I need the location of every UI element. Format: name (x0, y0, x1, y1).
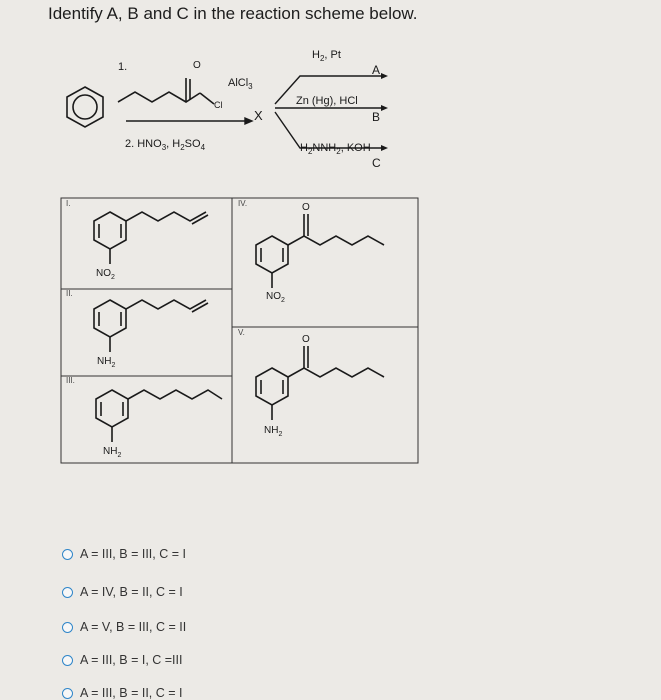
option-3[interactable] (62, 620, 186, 634)
structure-v-oxygen: O (302, 334, 310, 345)
radio-button-icon[interactable] (62, 655, 73, 666)
option-3-label: A = V, B = III, C = II (80, 620, 187, 634)
option-1[interactable] (62, 547, 186, 561)
radio-button-icon[interactable] (62, 587, 73, 598)
candidate-v-label: V. (238, 328, 245, 337)
option-2[interactable] (62, 585, 183, 599)
h2-pt-reagent: $H_2$, Pt (312, 49, 341, 63)
radio-button-icon[interactable] (62, 622, 73, 633)
option-5[interactable] (62, 686, 182, 700)
step1-label: 1. (118, 61, 128, 73)
structure-v-amino: $NH_2$ (264, 425, 283, 438)
structure-i (94, 212, 208, 264)
structure-iii-amino: $NH_2$ (103, 446, 122, 459)
radio-button-icon[interactable] (62, 688, 73, 699)
radio-button-icon[interactable] (62, 549, 73, 560)
option-4-label: A = III, B = I, C =III (80, 653, 183, 667)
intermediate-x: X (254, 108, 263, 123)
structure-iii (96, 390, 222, 442)
h2nnh2-koh-reagent: $H_2NNH_2$, KOH (300, 142, 371, 156)
zn-hg-hcl-reagent: Zn (Hg), HCl (296, 95, 358, 107)
structure-ii (94, 300, 208, 352)
structure-ii-amino: $NH_2$ (97, 356, 116, 369)
option-1-label: A = III, B = III, C = I (80, 547, 186, 561)
chlorine-label: Cl (214, 100, 223, 110)
question-text: Identify A, B and C in the reaction scheme below. (48, 4, 418, 23)
candidate-iii-label: III. (66, 376, 75, 385)
option-4[interactable] (62, 653, 182, 667)
structure-i-nitro: $NO_2$ (96, 268, 115, 281)
carbonyl-oxygen: O (193, 60, 201, 71)
product-a-label: A (372, 63, 381, 77)
step2-reagents: 2. $HNO_3$, $H_2SO_4$ (125, 138, 206, 152)
alcl3-reagent: AlCl$_3$ (228, 77, 253, 91)
candidate-ii-label: II. (66, 289, 73, 298)
structure-iv-oxygen: O (302, 202, 310, 213)
structure-v (256, 346, 384, 420)
product-b-label: B (372, 110, 381, 124)
structure-iv-nitro: $NO_2$ (266, 291, 285, 304)
candidate-iv-label: IV. (238, 199, 248, 208)
candidate-i-label: I. (66, 199, 71, 208)
product-c-label: C (372, 156, 381, 170)
option-5-label: A = III, B = II, C = I (80, 686, 183, 700)
option-2-label: A = IV, B = II, C = I (80, 585, 183, 599)
structure-iv (256, 214, 384, 288)
